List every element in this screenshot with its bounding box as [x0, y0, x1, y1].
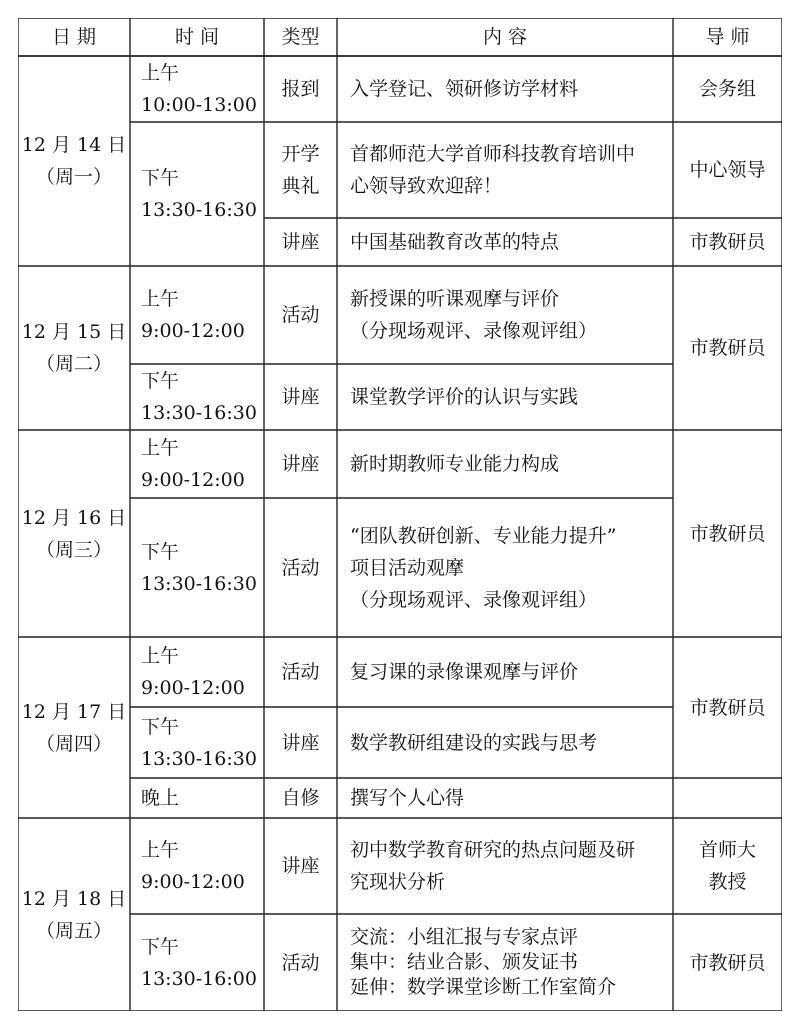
date-cell	[19, 266, 129, 430]
teacher-cell-line: 中心领导	[689, 159, 766, 181]
schedule-table	[18, 18, 782, 1011]
date-cell	[19, 818, 129, 1011]
content-cell	[338, 364, 672, 430]
type-cell-line: 报到	[281, 78, 320, 100]
time-cell-line: 下午	[141, 167, 180, 189]
teacher-cell	[674, 218, 781, 266]
time-cell-line: 13:30-16:00	[141, 967, 257, 990]
content-cell-line: 交流：小组汇报与专家点评	[350, 926, 579, 948]
content-cell-line: 心领导致欢迎辞！	[350, 175, 503, 197]
teacher-cell-line: 市教研员	[689, 696, 766, 719]
date-cell-line: （周三）	[35, 538, 112, 561]
time-cell-line: 9:00-12:00	[141, 320, 245, 342]
type-cell-line: 活动	[281, 556, 320, 579]
type-cell	[265, 498, 336, 637]
time-cell-line: 下午	[141, 935, 180, 958]
time-cell	[131, 430, 263, 498]
teacher-cell	[674, 818, 781, 914]
time-cell	[131, 707, 263, 778]
content-cell	[338, 818, 672, 914]
type-cell	[265, 266, 336, 364]
time-cell-line: 下午	[141, 370, 180, 392]
teacher-cell-line: 市教研员	[689, 337, 766, 359]
date-cell	[19, 637, 129, 818]
content-cell-line: （分现场观评、录像观评组）	[350, 320, 598, 342]
content-cell	[338, 218, 672, 266]
type-cell-line: 讲座	[281, 231, 320, 253]
content-cell	[338, 637, 672, 707]
time-cell-line: 上午	[141, 288, 180, 310]
teacher-cell	[674, 56, 781, 122]
date-cell-line: （周四）	[35, 732, 112, 755]
time-cell-line: 9:00-12:00	[141, 871, 245, 893]
header-date: 日 期	[51, 26, 97, 48]
header-type: 类型	[281, 26, 320, 48]
teacher-cell-line: 会务组	[698, 78, 756, 100]
type-cell	[265, 818, 336, 914]
content-cell	[338, 122, 672, 218]
time-cell	[131, 498, 263, 637]
header-time: 时 间	[174, 26, 220, 48]
time-cell	[131, 818, 263, 914]
time-cell	[131, 914, 263, 1011]
time-cell-line: 10:00-13:00	[141, 94, 257, 116]
content-cell-line: 新授课的听课观摩与评价	[350, 288, 560, 310]
type-cell-line: 讲座	[281, 386, 320, 408]
time-cell-line: 上午	[141, 839, 180, 861]
time-cell-line: 13:30-16:30	[141, 199, 257, 221]
content-cell	[338, 707, 672, 778]
type-cell	[265, 218, 336, 266]
time-cell	[131, 364, 263, 430]
content-cell	[338, 266, 672, 364]
time-cell	[131, 637, 263, 707]
content-cell-line: 课堂教学评价的认识与实践	[350, 386, 579, 408]
content-cell-line: 延伸：数学课堂诊断工作室简介	[350, 976, 617, 998]
content-cell	[338, 498, 672, 637]
type-cell	[265, 778, 336, 818]
teacher-cell	[674, 266, 781, 430]
time-cell-line: 13:30-16:30	[141, 402, 257, 424]
content-cell-line: 集中：结业合影、颁发证书	[350, 951, 579, 973]
content-cell	[338, 430, 672, 498]
type-cell-line: 典礼	[281, 175, 320, 197]
time-cell-line: 13:30-16:30	[141, 572, 257, 595]
type-cell-line: 讲座	[281, 731, 320, 754]
teacher-cell-line: 市教研员	[689, 951, 766, 974]
content-cell-line: 入学登记、领研修访学材料	[350, 78, 579, 100]
teacher-cell-line: 首师大	[698, 839, 756, 861]
header-content: 内 容	[482, 26, 528, 48]
teacher-cell-line: 市教研员	[689, 522, 766, 545]
content-cell	[338, 914, 672, 1011]
date-cell-line: （周一）	[35, 166, 112, 188]
type-cell	[265, 430, 336, 498]
time-cell-line: 上午	[141, 437, 180, 459]
time-cell	[131, 266, 263, 364]
teacher-cell-line: 教授	[708, 871, 747, 893]
teacher-cell	[674, 122, 781, 218]
time-cell-line: 下午	[141, 715, 180, 738]
date-cell-line: 12 月 16 日	[21, 506, 127, 529]
type-cell-line: 活动	[281, 304, 320, 326]
date-cell-line: 12 月 18 日	[21, 887, 127, 910]
content-cell-line: 首都师范大学首师科技教育培训中	[350, 143, 636, 165]
time-cell	[131, 778, 263, 818]
type-cell-line: 讲座	[281, 453, 320, 475]
type-cell-line: 讲座	[281, 855, 320, 877]
content-cell	[338, 778, 672, 818]
content-cell-line: 新时期教师专业能力构成	[350, 453, 560, 475]
type-cell-line: 活动	[281, 661, 320, 683]
content-cell-line: 数学教研组建设的实践与思考	[350, 731, 598, 754]
type-cell	[265, 707, 336, 778]
time-cell-line: 9:00-12:00	[141, 469, 245, 491]
time-cell	[131, 122, 263, 266]
content-cell-line: 初中数学教育研究的热点问题及研	[350, 839, 636, 861]
type-cell	[265, 56, 336, 122]
type-cell	[265, 914, 336, 1011]
content-cell-line: 复习课的录像课观摩与评价	[350, 661, 579, 683]
teacher-cell	[674, 637, 781, 778]
type-cell-line: 自修	[281, 787, 320, 809]
teacher-cell-line: 市教研员	[689, 231, 766, 253]
date-cell-line: 12 月 17 日	[21, 700, 127, 723]
content-cell-line: 中国基础教育改革的特点	[350, 231, 560, 253]
teacher-cell	[674, 914, 781, 1011]
content-cell-line: （分现场观评、录像观评组）	[350, 588, 598, 611]
date-cell	[19, 430, 129, 637]
teacher-cell	[674, 430, 781, 637]
date-cell-line: 12 月 15 日	[21, 321, 127, 343]
time-cell-line: 晚上	[141, 787, 180, 809]
content-cell	[338, 56, 672, 122]
time-cell-line: 上午	[141, 645, 180, 667]
date-cell	[19, 56, 129, 266]
content-cell-line: 撰写个人心得	[350, 787, 465, 809]
time-cell	[131, 56, 263, 122]
date-cell-line: 12 月 14 日	[21, 134, 127, 156]
time-cell-line: 上午	[141, 62, 180, 84]
content-cell-line: 项目活动观摩	[350, 556, 465, 579]
type-cell-line: 开学	[281, 143, 320, 165]
date-cell-line: （周五）	[35, 919, 112, 942]
type-cell	[265, 637, 336, 707]
type-cell	[265, 364, 336, 430]
date-cell-line: （周二）	[35, 353, 112, 375]
content-cell-line: 究现状分析	[350, 871, 446, 893]
type-cell-line: 活动	[281, 951, 320, 974]
time-cell-line: 9:00-12:00	[141, 677, 245, 699]
type-cell	[265, 122, 336, 218]
time-cell-line: 13:30-16:30	[141, 747, 257, 770]
content-cell-line: “团队教研创新、专业能力提升”	[350, 524, 617, 547]
time-cell-line: 下午	[141, 540, 180, 563]
header-teacher: 导 师	[705, 26, 750, 48]
